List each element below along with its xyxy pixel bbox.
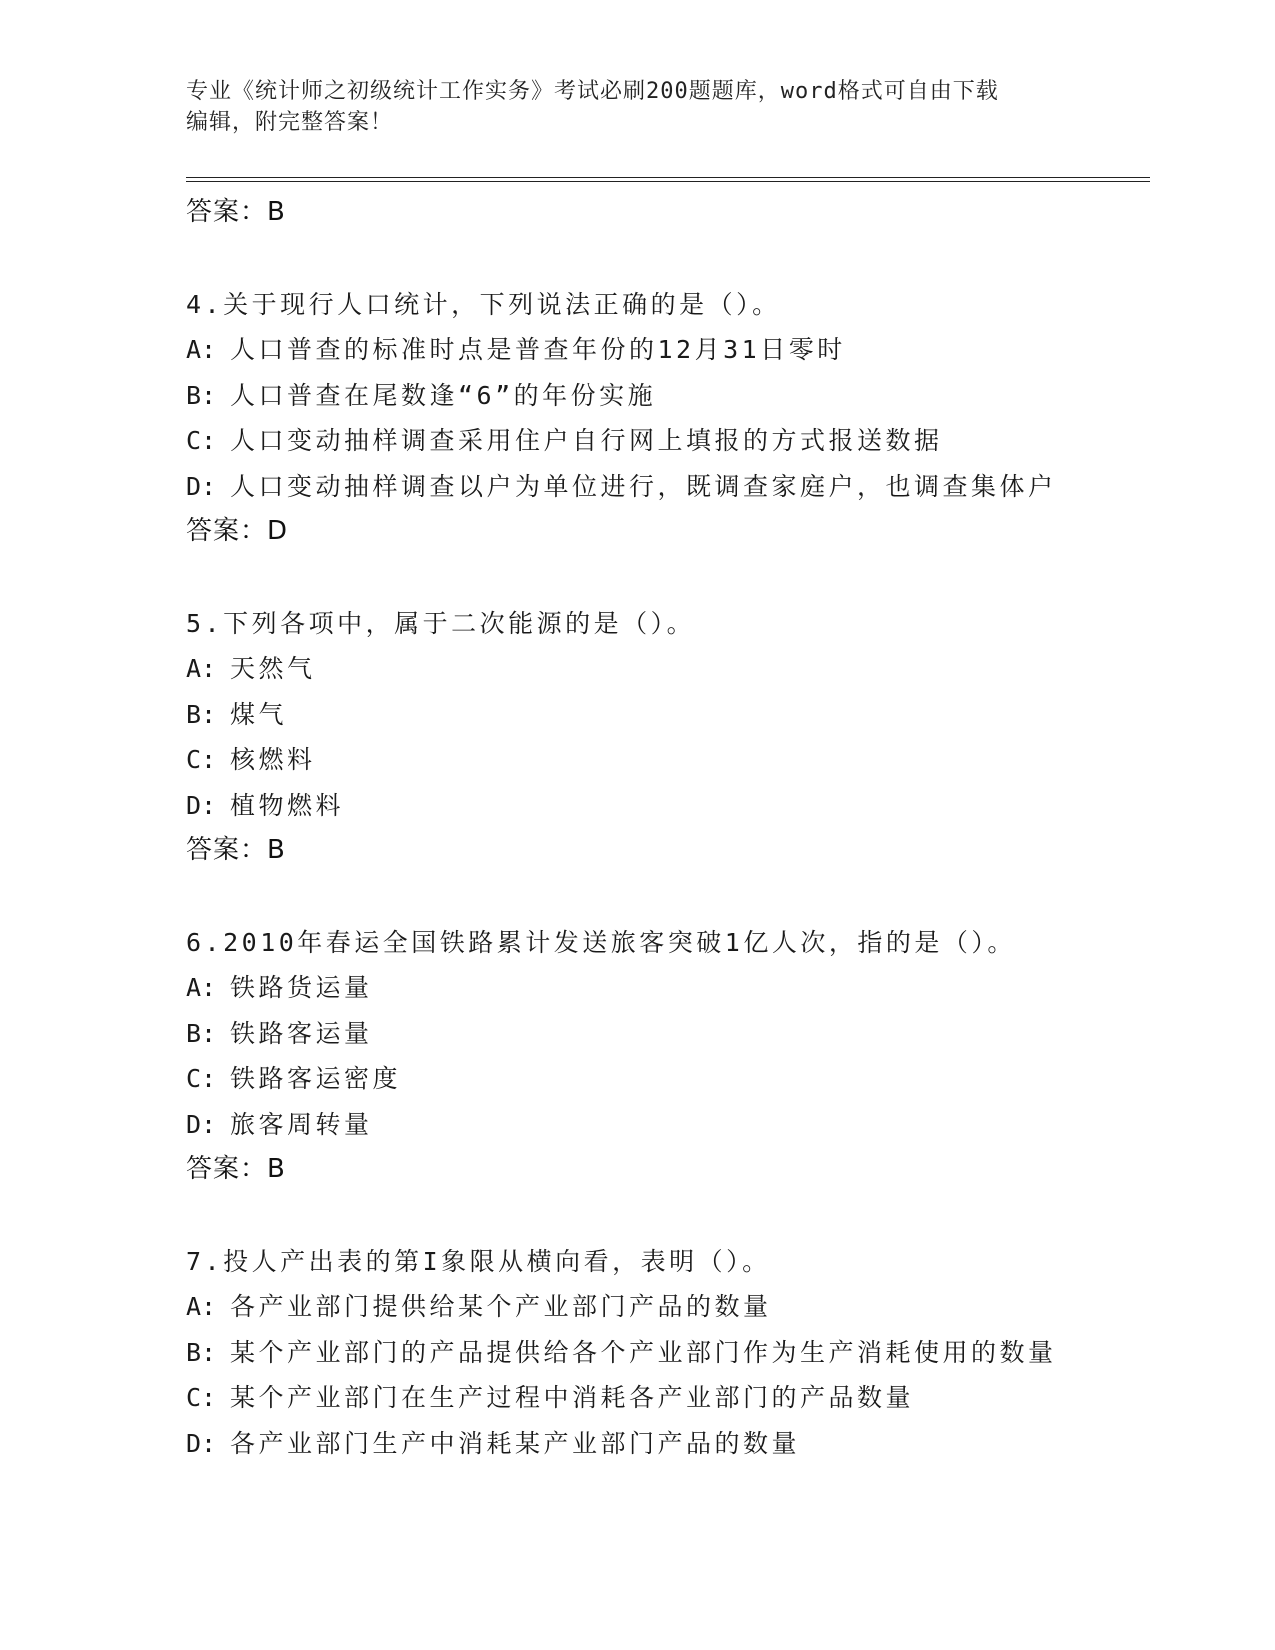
spacer	[186, 555, 1150, 601]
question-stem: 7.投人产出表的第I象限从横向看，表明（）。	[186, 1246, 771, 1276]
answer-line: 答案：B	[186, 835, 286, 865]
spacer	[186, 1193, 1150, 1239]
option-a	[186, 646, 1150, 692]
option-key: A:	[186, 973, 217, 1002]
option-key: C:	[186, 745, 217, 774]
question-list	[186, 190, 1150, 1466]
option-key: D:	[186, 1428, 217, 1458]
option-text: 天然气	[230, 654, 316, 683]
page-header	[186, 76, 1086, 138]
option-c	[186, 418, 1150, 464]
option-text: 铁路客运量	[230, 1018, 373, 1048]
option-text: 铁路客运密度	[230, 1064, 402, 1093]
header-line-2: 编辑，附完整答案！	[186, 110, 394, 135]
option-key: B:	[186, 1337, 217, 1367]
answer-line: 答案：B	[186, 1154, 286, 1184]
option-key: D:	[186, 790, 217, 820]
option-key: A:	[186, 1292, 217, 1321]
option-key: C:	[186, 1064, 217, 1093]
option-d	[186, 783, 1150, 829]
option-key: D:	[186, 1109, 217, 1139]
option-text: 某个产业部门在生产过程中消耗各产业部门的产品数量	[230, 1383, 915, 1412]
option-text: 各产业部门生产中消耗某产业部门产品的数量	[230, 1428, 801, 1458]
option-b	[186, 692, 1150, 738]
spacer	[186, 874, 1150, 920]
option-d	[186, 1102, 1150, 1148]
option-key: A:	[186, 335, 217, 364]
option-key: C:	[186, 1383, 217, 1412]
question-stem: 5.下列各项中，属于二次能源的是（）。	[186, 608, 696, 638]
option-text: 人口普查在尾数逢“6”的年份实施	[230, 380, 657, 410]
option-text: 某个产业部门的产品提供给各个产业部门作为生产消耗使用的数量	[230, 1337, 1057, 1367]
spacer	[186, 236, 1150, 282]
question-block	[186, 920, 1150, 1193]
option-d	[186, 1421, 1150, 1467]
question-stem: 4.关于现行人口统计，下列说法正确的是（）。	[186, 289, 781, 319]
question-block	[186, 282, 1150, 555]
option-text: 旅客周转量	[230, 1109, 373, 1139]
option-text: 铁路货运量	[230, 973, 373, 1002]
option-b	[186, 1330, 1150, 1376]
option-a	[186, 1284, 1150, 1330]
answer-line: 答案：B	[186, 197, 286, 227]
option-text: 人口变动抽样调查采用住户自行网上填报的方式报送数据	[230, 426, 943, 455]
option-text: 各产业部门提供给某个产业部门产品的数量	[230, 1292, 772, 1321]
option-key: B:	[186, 699, 217, 729]
option-b	[186, 1011, 1150, 1057]
option-key: A:	[186, 654, 217, 683]
header-divider-thin	[186, 177, 1150, 178]
option-c	[186, 737, 1150, 783]
option-c	[186, 1056, 1150, 1102]
option-text: 核燃料	[230, 745, 316, 774]
header-line-1: 专业《统计师之初级统计工作实务》考试必刷200题题库，word格式可自由下载	[186, 79, 999, 104]
option-a	[186, 965, 1150, 1011]
option-a	[186, 327, 1150, 373]
option-text: 植物燃料	[230, 790, 345, 820]
header-divider-thick	[186, 181, 1150, 182]
option-b	[186, 373, 1150, 419]
option-key: B:	[186, 380, 217, 410]
option-c	[186, 1375, 1150, 1421]
answer-line: 答案：D	[186, 516, 289, 546]
option-key: B:	[186, 1018, 217, 1048]
option-key: C:	[186, 426, 217, 455]
option-text: 煤气	[230, 699, 288, 729]
question-block	[186, 1239, 1150, 1467]
option-key: D:	[186, 471, 217, 501]
question-block	[186, 601, 1150, 874]
option-text: 人口普查的标准时点是普查年份的12月31日零时	[230, 335, 846, 364]
option-d	[186, 464, 1150, 510]
question-stem: 6.2010年春运全国铁路累计发送旅客突破1亿人次，指的是（）。	[186, 927, 1016, 957]
option-text: 人口变动抽样调查以户为单位进行，既调查家庭户，也调查集体户	[230, 471, 1057, 501]
